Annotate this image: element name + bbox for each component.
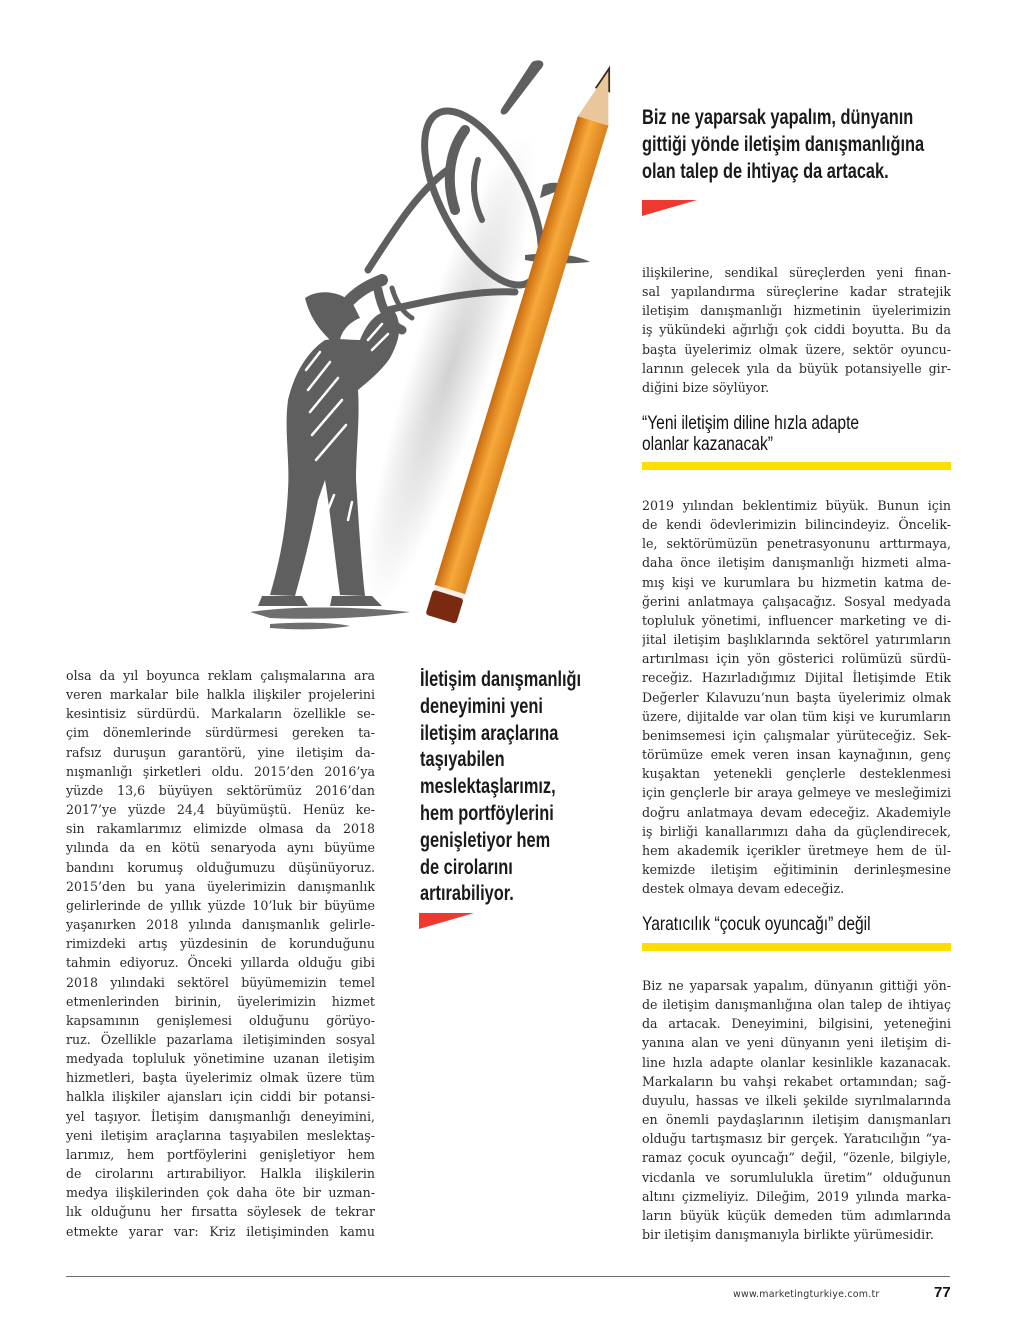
text-line: tahmin ediyoruz. Önceki yıllarda olduğu gibi <box>66 955 375 971</box>
pull-quote-middle <box>420 667 581 908</box>
text-line: ların büyük küçük demeden tüm adımlarında <box>642 1207 951 1223</box>
pull-quote-line: artırabiliyor. <box>420 882 514 906</box>
text-line: duyulu, hassas ve ilkeli şekilde sıyrılmalarında <box>642 1092 951 1108</box>
text-line: yüzde 13,6 büyüyen sektörümüz 2016’dan <box>66 782 375 798</box>
text-line: destek olmaya devam edeceğiz. <box>642 881 845 897</box>
subhead-line: “Yeni iletişim diline hızla adapte <box>642 412 860 434</box>
pull-quote-line: deneyimini yeni <box>420 694 543 718</box>
text-line: 2019 yılından beklentimiz büyük. Bunun için <box>642 498 951 513</box>
text-line: jital iletişim başlıklarında sektörel yatırımların <box>642 632 951 648</box>
text-line: kapsamının genişlemesi olduğunu görüyo- <box>66 1012 375 1028</box>
text-line: törümüze emek veren insan kaynağının, genç <box>642 747 951 763</box>
page-number: 77 <box>934 1284 951 1301</box>
text-line: de iletişim danışmanlığına olan talep de ihtiyaç <box>642 997 951 1013</box>
text-line: Değerler Kılavuzu’nun başta üyelerimiz olmak <box>642 689 951 705</box>
text-line: başta üyelerimiz olmak üzere, sektör oyuncu- <box>642 341 951 357</box>
pull-quote-line: de cirolarını <box>420 855 513 879</box>
text-line: kesintisiz sürdürdü. Markaların özellikle se- <box>66 706 375 722</box>
text-line: etmenlerinden birinin, üyelerimizin hizmet <box>66 993 375 1009</box>
text-line: iletişim danışmanlığı hizmetinin üyelerimizin <box>642 303 951 319</box>
pull-quote-line: taşıyabilen <box>420 748 505 772</box>
text-line: benimsemesi için çalışmalar yürüteceğiz. Sek- <box>642 727 951 743</box>
text-line: topluluk yönetimi, influencer marketing ve di- <box>642 612 951 628</box>
text-line: ramaz çocuk oyuncağı” değil, “özenle, bilgiyle, <box>642 1150 951 1166</box>
text-line: olduğu tartışmasız bir gerçek. Yaratıcılığın “ya- <box>642 1131 951 1147</box>
text-line: Markaların bu vahşi rekabet ortamından; sağ- <box>642 1073 951 1089</box>
text-line: kemizde iletişim eğitiminin derinleşmesine <box>642 861 951 877</box>
text-line: Biz ne yaparsak yapalım, dünyanın gittiği yön- <box>642 978 951 993</box>
pull-quote-line: gittiği yönde iletişim danışmanlığına <box>642 133 925 156</box>
text-line: yaşanırken 2018 yılında danışmanlık gelirle- <box>66 917 375 933</box>
text-line: ilişkilerine, sendikal süreçlerden yeni finan- <box>642 265 951 280</box>
pull-quote-top <box>642 104 924 185</box>
text-line: 2018 yılındaki sektörel büyümemizin temel <box>66 974 375 990</box>
footer-rule <box>66 1276 950 1277</box>
yellow-rule <box>642 462 951 470</box>
text-line: rimizdeki artış yüzdesinin de korunduğunu <box>66 936 375 952</box>
text-line: gelirlerinde de yıllık yüzde 10’luk bir büyüme <box>66 897 375 913</box>
text-line: ğerini anlatmaya çalışacağız. Sosyal medyada <box>642 593 951 609</box>
text-line: hem akademik içerikler üretmeye hem de ül- <box>642 842 951 858</box>
text-line: nışmanlığı şirketleri oldu. 2015’den 2016’ya <box>66 763 375 779</box>
megaphone-illustration <box>120 40 640 650</box>
pull-quote-line: genişletiyor hem <box>420 828 551 852</box>
red-flag-icon <box>642 199 698 217</box>
text-line: olsa da yıl boyunca reklam çalışmalarına ara <box>66 668 375 683</box>
text-line: larının gelecek yıla da büyük potansiyelle gir- <box>642 360 951 376</box>
text-line: için gençlerle bir araya gelmeye ve mesleğimizi <box>642 785 951 801</box>
subhead-yaraticilik <box>642 914 871 935</box>
text-line: daha önce iletişim danışmanlığı hizmeti alma- <box>642 555 951 571</box>
text-line: line hızla adapte olanlar kesinlikle kazanacak. <box>642 1054 951 1070</box>
text-line: lık olduğunu her fırsatta söylesek de tekrar <box>66 1204 375 1220</box>
text-line: üzere, dijitalde var olan tüm kişi ve kurumların <box>642 708 951 724</box>
text-line: bir iletişim danışmanıyla birlikte yürümesidir. <box>642 1227 934 1243</box>
text-line: etmekte yarar var: Kriz iletişiminden kamu <box>66 1223 375 1239</box>
text-line: doğru anlatmaya devam edeceğiz. Akademiyle <box>642 804 951 820</box>
text-line: larımız, hem portföylerini genişletiyor hem <box>66 1146 375 1162</box>
text-line: veren markalar bile halkla ilişkiler projelerini <box>66 687 375 703</box>
text-line: mış kişi ve kurumlara bu hizmetin katma de- <box>642 574 951 590</box>
text-line: medya ilişkilerinden çok daha öte bir uzman- <box>66 1185 375 1201</box>
subhead-line: olanlar kazanacak” <box>642 433 773 455</box>
text-line: iş yükündeki ağırlığı çok ciddi boyutta. Bu da <box>642 322 951 338</box>
red-flag-icon <box>419 912 475 930</box>
left-column-text <box>66 666 375 1241</box>
right-column-paragraph-2 <box>642 496 951 898</box>
text-line: bandını korumuş olduğumuzu düşünüyoruz. <box>66 859 375 875</box>
text-line: çim dönemlerinde sürdürmesi gereken ta- <box>66 725 375 741</box>
text-line: le, sektörümüzün penetrasyonunu arttırmaya, <box>642 536 951 552</box>
subhead-adapte <box>642 413 859 455</box>
right-column-paragraph-1 <box>642 263 951 397</box>
text-line: altını çizmeliyiz. Dileğim, 2019 yılında marka- <box>642 1188 951 1204</box>
pull-quote-line: olan talep de ihtiyaç da artacak. <box>642 160 889 183</box>
text-line: diğini bize söylüyor. <box>642 379 770 395</box>
subhead-line: Yaratıcılık “çocuk oyuncağı” değil <box>642 913 871 935</box>
text-line: kuşaktan yetenekli gençlerle desteklenmesi <box>642 766 951 782</box>
text-line: de kendi ödevlerimizin bilincindeyiz. Öncelik- <box>642 517 951 533</box>
yellow-rule <box>642 943 951 951</box>
text-line: yeni iletişim araçlarına taşıyabilen meslektaş- <box>66 1127 375 1143</box>
pull-quote-line: meslektaşlarımız, <box>420 775 556 799</box>
text-line: rafsız duruşun garantörü, yine iletişim da- <box>66 744 375 760</box>
text-line: ruz. Özellikle pazarlama iletişiminden sosyal <box>66 1031 375 1047</box>
pull-quote-line: iletişim araçlarına <box>420 721 559 745</box>
text-line: 2015’den bu yana üyelerimizin danışmanlık <box>66 878 375 894</box>
text-line: da artacak. Deneyimini, bilgisini, yeteneğini <box>642 1016 951 1032</box>
text-line: sin rakamlarımız elimizde olmasa da 2018 <box>66 821 375 837</box>
text-line: 2017’ye yüzde 24,4 büyümüştü. Henüz ke- <box>66 802 375 818</box>
pull-quote-line: Biz ne yaparsak yapalım, dünyanın <box>642 106 914 129</box>
right-column-paragraph-3 <box>642 976 951 1244</box>
text-line: yılında da en kötü senaryoda aynı büyüme <box>66 840 375 856</box>
text-line: receğiz. Hazırladığımız Dijital İletişimde Etik <box>642 670 951 686</box>
text-line: yanına alan ve yeni dünyanın yeni iletişim di- <box>642 1035 951 1051</box>
text-line: halkla ilişkiler ajansları için ciddi bir potansi- <box>66 1089 375 1105</box>
text-line: medyada topluluk yönetimine uzanan iletişim <box>66 1051 375 1067</box>
text-line: iş birliği kanallarımızı daha da güçlendirecek, <box>642 823 951 839</box>
text-line: yel taşıyor. İletişim danışmanlığı deneyimini, <box>66 1108 375 1124</box>
pull-quote-line: İletişim danışmanlığı <box>420 668 582 691</box>
text-line: artırılması için yön gösterici rolümüzü sürdü- <box>642 651 951 667</box>
text-line: hizmetleri, başta üyelerimiz olmak üzere tüm <box>66 1070 375 1086</box>
text-line: vicdanla ve sorumlulukla üretim” olduğunun <box>642 1169 951 1185</box>
text-line: en önemli paydaşlarının iletişim danışmanları <box>642 1112 951 1128</box>
pull-quote-line: hem portföylerini <box>420 801 554 825</box>
text-line: sal yapılandırma süreçlerine kadar stratejik <box>642 284 951 300</box>
footer-url[interactable]: www.marketingturkiye.com.tr <box>733 1289 880 1300</box>
text-line: de cirolarını artırabiliyor. Halkla ilişkilerin <box>66 1166 375 1182</box>
